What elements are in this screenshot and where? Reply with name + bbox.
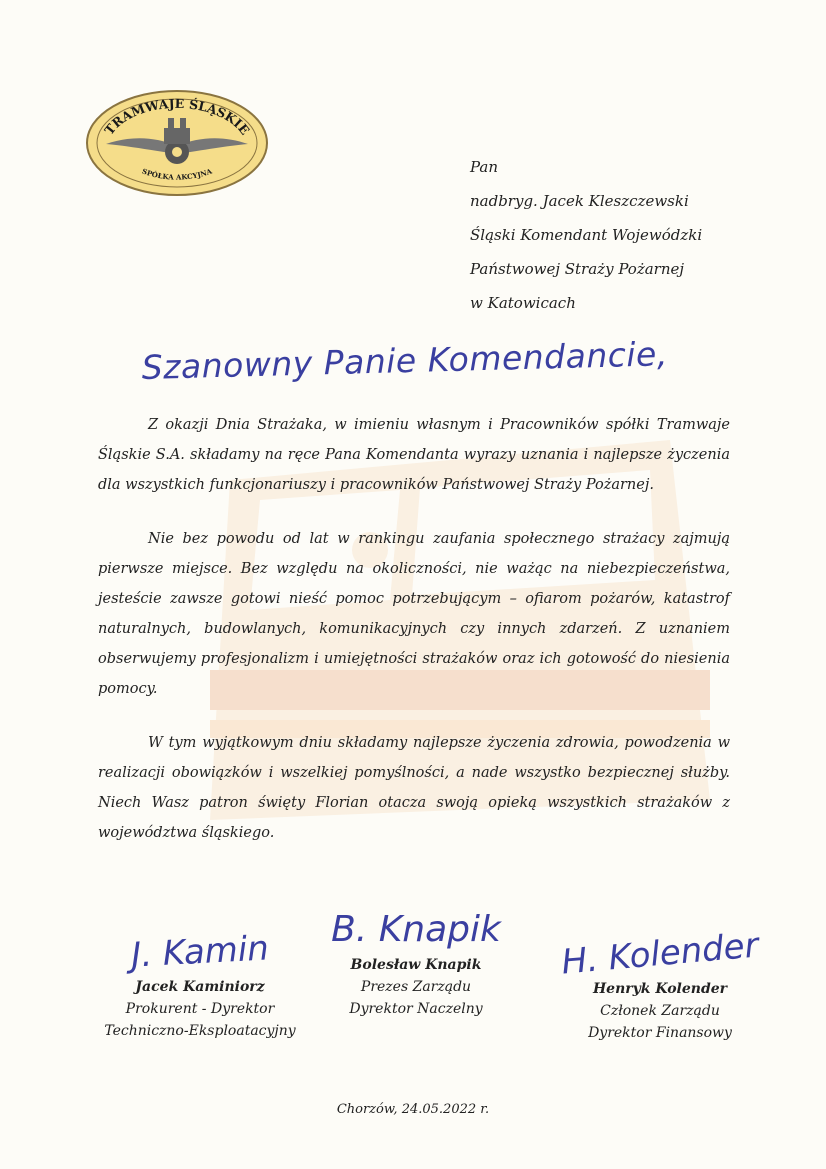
addressee-line: Pan <box>470 158 499 176</box>
addressee-line: nadbryg. Jacek Kleszczewski <box>470 192 689 210</box>
signature-block <box>316 906 516 1020</box>
body-paragraph: Z okazji Dnia Strażaka, w imieniu własnym i Pracowników spółki Tramwaje Śląskie S.A. składamy na ręce Pana Komendanta wyrazy uznania i najlepsze życzenia dla wszystkich funkcjonariuszy i pracowników Państwowej Straży Pożarnej. <box>98 417 730 493</box>
addressee-block <box>470 150 790 320</box>
handwritten-signature: B. Knapik <box>331 909 501 950</box>
signatory-title: Dyrektor Finansowy <box>588 1025 732 1041</box>
body-paragraph: W tym wyjątkowym dniu składamy najlepsze życzenia zdrowia, powodzenia w realizacji obowiązków i wszelkiej pomyślności, a nade wszystko bezpiecznej służby. Niech Wasz patron święty Florian otacza swoją opieką wszystkich strażaków z województwa śląskiego. <box>98 735 730 841</box>
tramwaje-slaskie-logo <box>84 88 270 198</box>
svg-text:SPÓŁKA AKCYJNA: SPÓŁKA AKCYJNA <box>140 166 214 182</box>
signatory-title: Dyrektor Naczelny <box>349 1001 483 1017</box>
place-and-date: Chorzów, 24.05.2022 r. <box>336 1102 490 1117</box>
signatory-title: Członek Zarządu <box>600 1003 720 1019</box>
salutation: Szanowny Panie Komendancie, <box>141 334 669 387</box>
signatory-name: Jacek Kaminiorz <box>135 979 265 995</box>
signature-block <box>550 925 770 1044</box>
addressee-line: Śląski Komendant Wojewódzki <box>470 226 703 244</box>
signature-block <box>90 928 310 1042</box>
svg-text:TRAMWAJE ŚLĄSKIE: TRAMWAJE ŚLĄSKIE <box>101 95 253 138</box>
letter-body <box>98 410 730 872</box>
signatory-name: Henryk Kolender <box>592 981 728 997</box>
body-paragraph: Nie bez powodu od lat w rankingu zaufania społecznego strażacy zajmują pierwsze miejsce. Bez względu na okoliczności, nie ważąc na niebezpieczeństwa, jesteście zawsze gotowi nieść pomoc potrzebującym – ofiarom pożarów, katastrof naturalnych, budowlanych, komunikacyjnych czy innych zdarzeń. Z uznaniem obserwujemy profesjonalizm i umiejętności strażaków oraz ich gotowość do niesienia pomocy. <box>98 531 730 697</box>
signatory-title: Prokurent - Dyrektor <box>125 1001 275 1017</box>
handwritten-signature: H. Kolender <box>559 925 761 983</box>
signatory-name: Bolesław Knapik <box>350 957 482 973</box>
addressee-line: w Katowicach <box>470 294 576 312</box>
signatory-title: Techniczno-Eksploatacyjny <box>104 1023 296 1039</box>
handwritten-signature: J. Kamin <box>130 928 270 976</box>
addressee-line: Państwowej Straży Pożarnej <box>470 260 685 278</box>
signatory-title: Prezes Zarządu <box>360 979 472 995</box>
